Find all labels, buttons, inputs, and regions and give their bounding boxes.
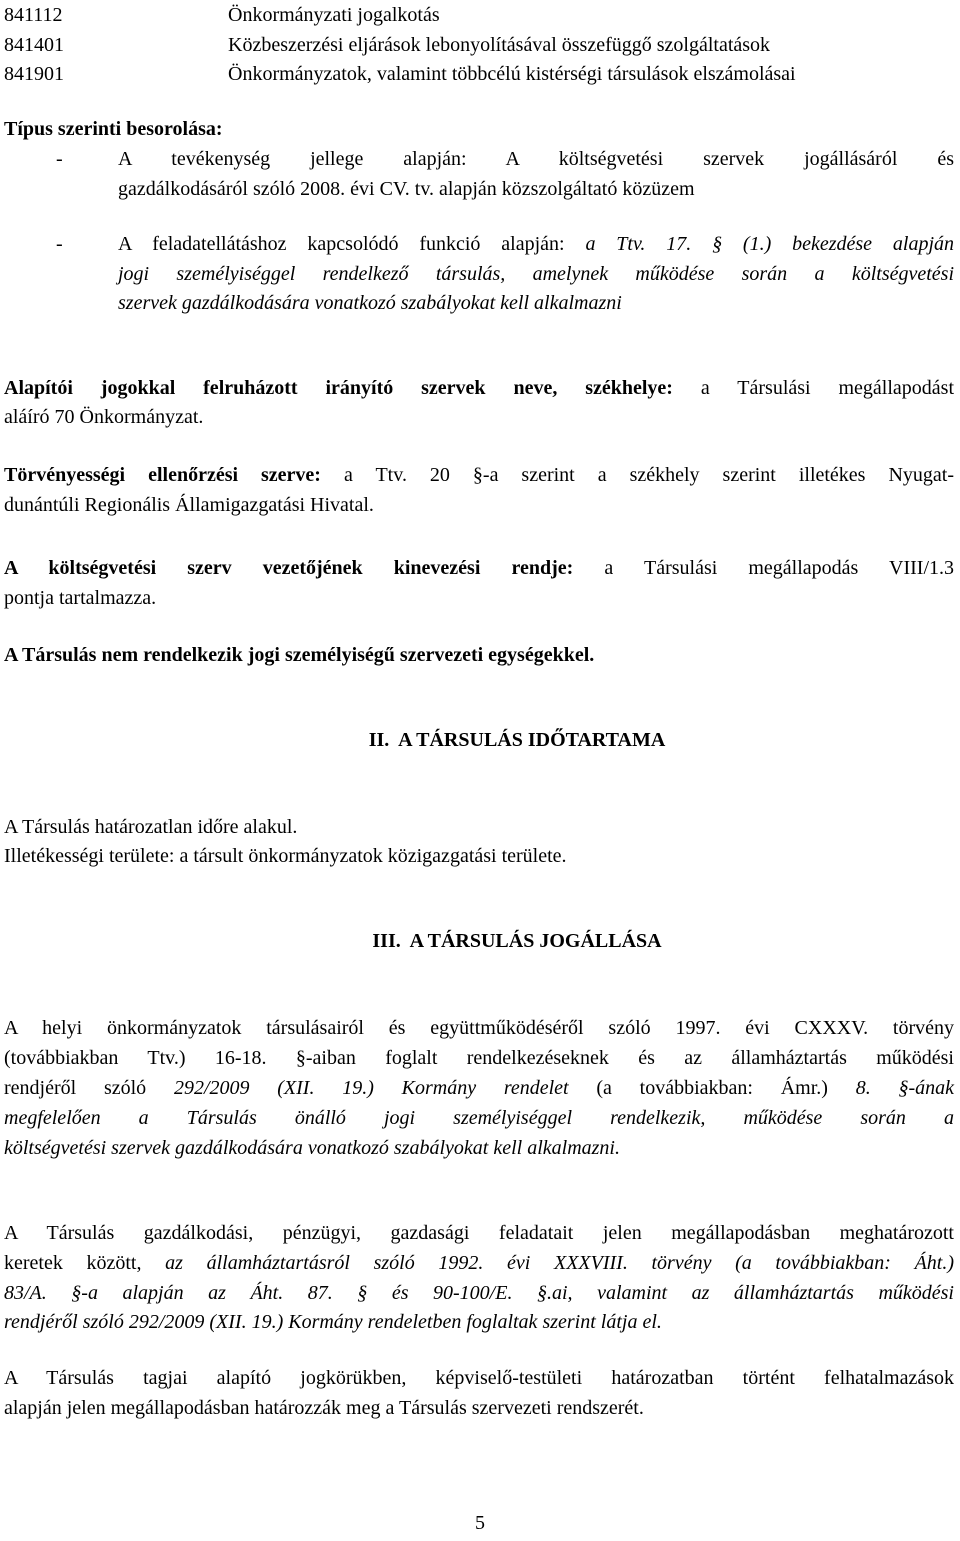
section2-line1: A Társulás határozatlan időre alakul. — [4, 816, 298, 838]
text-plain: (a továbbiakban: Ámr.) — [596, 1077, 828, 1099]
classification-item2-line3: szervek gazdálkodására vonatkozó szabályokat kell alkalmazni — [118, 292, 622, 314]
classification-item2-line1 — [118, 232, 954, 256]
s3p3-line1: A Társulás tagjai alapító jogkörükben, képviselő-testületi határozatban történt felhatalmazások — [4, 1367, 954, 1389]
s3p1-line5: költségvetési szervek gazdálkodására vonatkozó szabályokat kell alkalmazni. — [4, 1137, 620, 1159]
text-plain: A feladatellátáshoz kapcsolódó funkció alapján: — [118, 233, 565, 255]
oversight-line1 — [4, 463, 954, 487]
text-italic: 292/2009 (XII. 19.) Kormány rendelet — [173, 1077, 569, 1099]
appointment-line1 — [4, 556, 954, 580]
text-plain: keretek között, — [4, 1252, 142, 1274]
code-number: 841401 — [4, 34, 64, 56]
classification-item1-line1: A tevékenység jellege alapján: A költségvetési szervek jogállásáról és — [118, 148, 954, 170]
section-number: II. — [368, 729, 390, 751]
no-units-statement: A Társulás nem rendelkezik jogi személyiségű szervezeti egységekkel. — [4, 644, 595, 666]
code-description: Önkormányzatok, valamint többcélú kistérségi társulások elszámolásai — [228, 63, 796, 85]
oversight-label: Törvényességi ellenőrzési szerve: — [4, 464, 321, 486]
s3p2-line3: 83/A. §-a alapján az Áht. 87. § és 90-100/E. §.ai, valamint az államháztartás működési — [4, 1282, 954, 1304]
text-italic: a Ttv. 17. § (1.) bekezdése alapján — [585, 233, 954, 255]
code-number: 841112 — [4, 4, 63, 26]
s3p3-line2: alapján jelen megállapodásban határozzák meg a Társulás szervezeti rendszerét. — [4, 1397, 644, 1419]
appointment-label: A költségvetési szerv vezetőjének kinevezési rendje: — [4, 557, 574, 579]
classification-item1-line2: gazdálkodásáról szóló 2008. évi CV. tv. alapján közszolgáltató közüzem — [118, 178, 695, 200]
appointment-value: a Társulási megállapodás VIII/1.3 — [604, 557, 955, 579]
s3p1-line3 — [4, 1076, 954, 1100]
founders-line2: aláíró 70 Önkormányzat. — [4, 406, 204, 428]
text-italic: az államháztartásról szóló 1992. évi XXXVIII. törvény (a továbbiakban: Áht.) — [165, 1252, 955, 1274]
s3p2-line2 — [4, 1251, 954, 1275]
founders-line1 — [4, 376, 954, 400]
list-dash: - — [56, 233, 63, 255]
founders-value: a Társulási megállapodást — [700, 377, 955, 399]
appointment-line2: pontja tartalmazza. — [4, 587, 157, 609]
s3p2-line1: A Társulás gazdálkodási, pénzügyi, gazdasági feladatait jelen megállapodásban meghatározott — [4, 1222, 954, 1244]
s3p1-line4: megfelelően a Társulás önálló jogi személyiséggel rendelkezik, működése során a — [4, 1107, 954, 1129]
s3p1-line1: A helyi önkormányzatok társulásairól és együttműködéséről szóló 1997. évi CXXXV. törvény — [4, 1017, 954, 1039]
code-number: 841901 — [4, 63, 64, 85]
oversight-line2: dunántúli Regionális Államigazgatási Hivatal. — [4, 494, 374, 516]
section-number: III. — [372, 930, 401, 952]
classification-item2-line2: jogi személyiséggel rendelkező társulás, amelynek működése során a költségvetési — [118, 263, 954, 285]
s3p2-line4: rendjéről szóló 292/2009 (XII. 19.) Kormány rendeletben foglaltak szerint látja el. — [4, 1311, 662, 1333]
section3-heading — [0, 929, 960, 953]
code-description: Közbeszerzési eljárások lebonyolításával összefüggő szolgáltatások — [228, 34, 771, 56]
oversight-value: a Ttv. 20 §-a szerint a székhely szerint illetékes Nyugat- — [343, 464, 954, 486]
code-description: Önkormányzati jogalkotás — [228, 4, 440, 26]
section-title: A TÁRSULÁS JOGÁLLÁSA — [409, 930, 662, 952]
section-title: A TÁRSULÁS IDŐTARTAMA — [398, 729, 666, 751]
section2-heading — [0, 728, 960, 752]
founders-label: Alapítói jogokkal felruházott irányító szervek neve, székhelye: — [4, 377, 673, 399]
s3p1-line2: (továbbiakban Ttv.) 16-18. §-aiban foglalt rendelkezéseknek és az államháztartás működési — [4, 1047, 954, 1069]
page-number: 5 — [475, 1512, 485, 1534]
text-plain: rendjéről szóló — [4, 1077, 147, 1099]
classification-heading: Típus szerinti besorolása: — [4, 118, 223, 140]
list-dash: - — [56, 148, 63, 170]
text-italic: 8. §-ának — [855, 1077, 955, 1099]
section2-line2: Illetékességi területe: a társult önkormányzatok közigazgatási területe. — [4, 845, 567, 867]
